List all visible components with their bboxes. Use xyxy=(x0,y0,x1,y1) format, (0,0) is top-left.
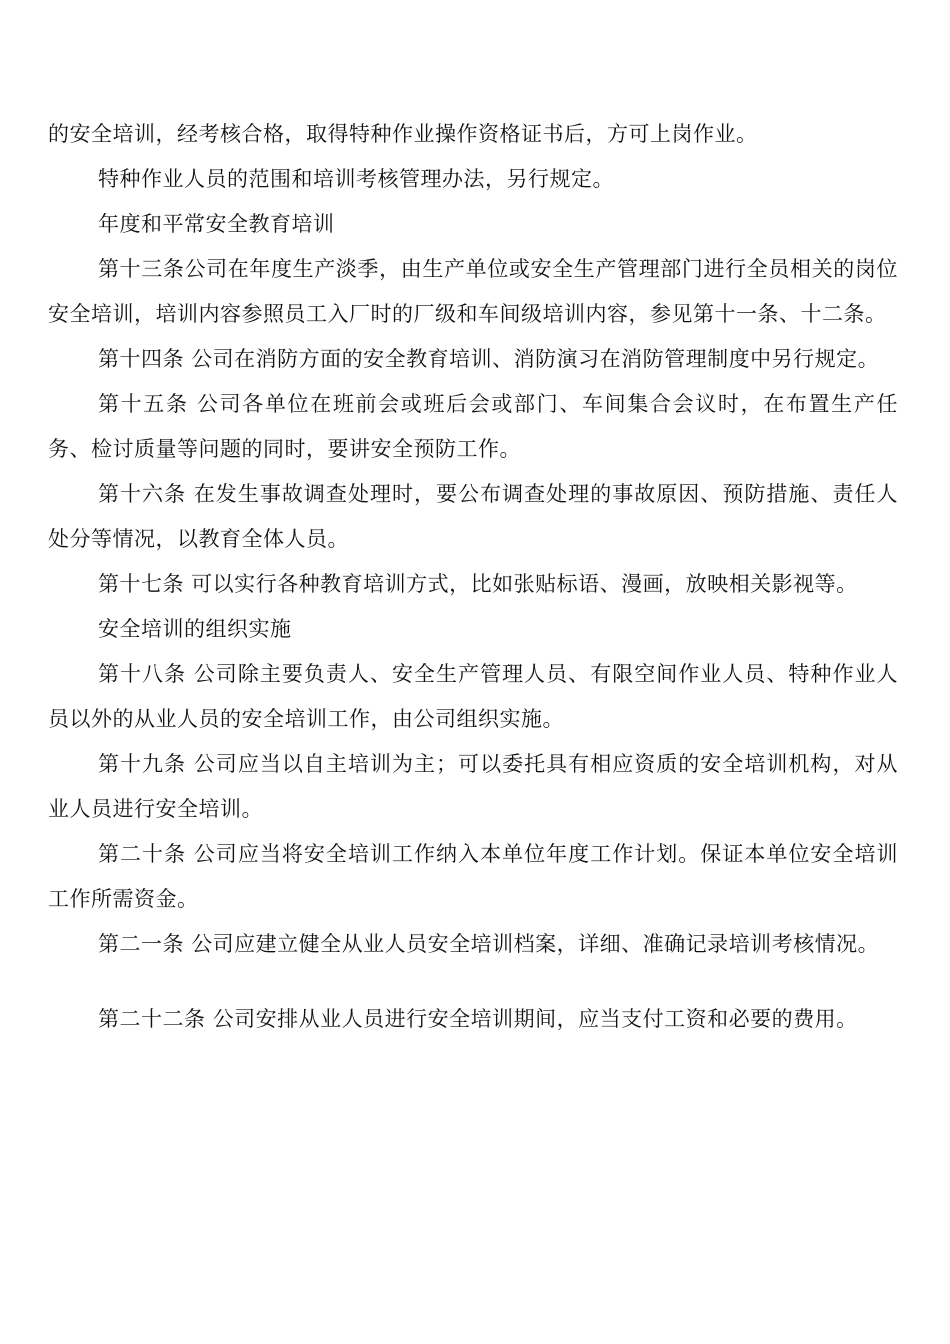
article-18: 第十八条 公司除主要负责人、安全生产管理人员、有限空间作业人员、特种作业人员以外的从业人员的安全培训工作，由公司组织实施。 xyxy=(48,662,898,731)
article-19: 第十九条 公司应当以自主培训为主；可以委托具有相应资质的安全培训机构，对从业人员进行安全培训。 xyxy=(48,752,898,821)
paragraph-special-operators: 特种作业人员的范围和培训考核管理办法，另行规定。 xyxy=(98,167,614,191)
section-heading-organization: 安全培训的组织实施 xyxy=(98,617,292,641)
article-22: 第二十二条 公司安排从业人员进行安全培训期间，应当支付工资和必要的费用。 xyxy=(98,1007,858,1031)
article-13: 第十三条公司在年度生产淡季，由生产单位或安全生产管理部门进行全员相关的岗位安全培训，培训内容参照员工入厂时的厂级和车间级培训内容，参见第十一条、十二条。 xyxy=(48,257,898,326)
paragraph-gap xyxy=(48,967,898,997)
article-15: 第十五条 公司各单位在班前会或班后会或部门、车间集合会议时，在布置生产任务、检讨质量等问题的同时，要讲安全预防工作。 xyxy=(48,392,898,461)
article-20: 第二十条 公司应当将安全培训工作纳入本单位年度工作计划。保证本单位安全培训工作所需资金。 xyxy=(48,842,898,911)
section-heading-annual-training: 年度和平常安全教育培训 xyxy=(98,212,335,236)
paragraph-continuation: 的安全培训，经考核合格，取得特种作业操作资格证书后，方可上岗作业。 xyxy=(48,122,758,146)
document-body xyxy=(48,112,898,1042)
article-21: 第二一条 公司应建立健全从业人员安全培训档案，详细、准确记录培训考核情况。 xyxy=(98,932,880,956)
article-17: 第十七条 可以实行各种教育培训方式，比如张贴标语、漫画，放映相关影视等。 xyxy=(98,572,858,596)
article-14: 第十四条 公司在消防方面的安全教育培训、消防演习在消防管理制度中另行规定。 xyxy=(98,347,880,371)
article-16: 第十六条 在发生事故调查处理时，要公布调查处理的事故原因、预防措施、责任人处分等情况，以教育全体人员。 xyxy=(48,482,898,551)
